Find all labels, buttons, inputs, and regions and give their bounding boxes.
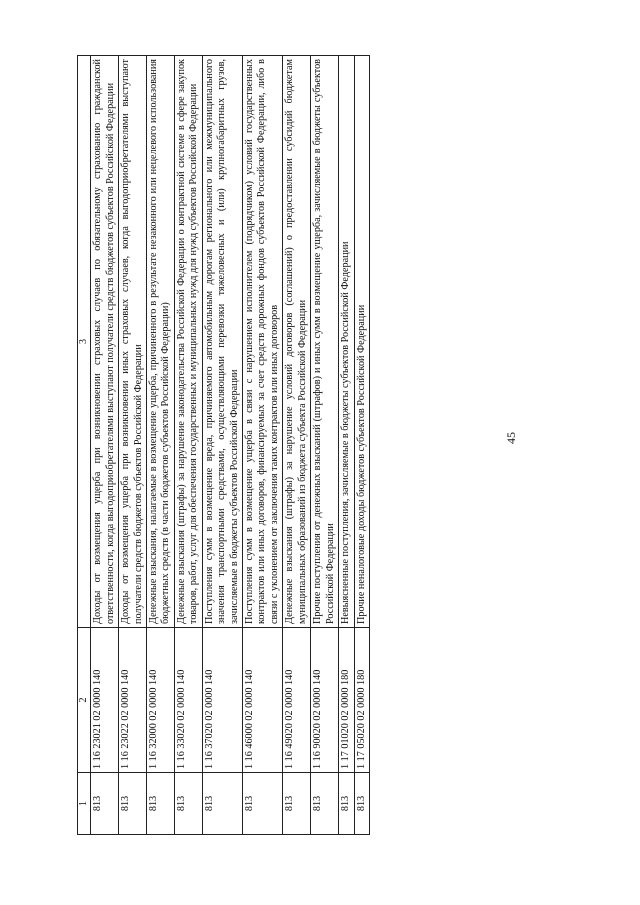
revenue-code-cell: 1 16 49020 02 0000 140 xyxy=(283,628,311,773)
revenue-code-cell: 1 17 05020 02 0000 180 xyxy=(354,628,369,773)
table-row xyxy=(91,56,119,835)
description-cell: Поступления сумм в возмещение вреда, причиняемого автомобильным дорогам регионального или межмуниципального значения транспортными средствами, осуществляющими перевозки тяжеловесных и (или) крупногабаритных грузов, зачисляемые в бюджеты субъектов Российской Федерации xyxy=(202,56,242,628)
revenue-code-cell: 1 16 23022 02 0000 140 xyxy=(119,628,147,773)
table-row xyxy=(339,56,354,835)
description-cell: Денежные взыскания (штрафы) за нарушение условий договоров (соглашений) о предоставлении субсидий бюджетам муниципальных образований из бюджета субъекта Российской Федерации xyxy=(283,56,311,628)
table-row xyxy=(311,56,339,835)
header-col-1: 1 xyxy=(78,773,91,835)
table-row xyxy=(283,56,311,835)
revenue-codes-table xyxy=(77,55,370,835)
table-row xyxy=(243,56,283,835)
admin-code-cell: 813 xyxy=(243,773,283,835)
description-cell: Прочие поступления от денежных взысканий (штрафов) и иных сумм в возмещение ущерба, зачисляемые в бюджеты субъектов Российской Федерации xyxy=(311,56,339,628)
description-cell: Денежные взыскания, налагаемые в возмещение ущерба, причиненного в результате незаконного или нецелевого использования бюджетных средств (в части бюджетов субъектов Российской Федерации) xyxy=(146,56,174,628)
admin-code-cell: 813 xyxy=(354,773,369,835)
table-header-row xyxy=(78,56,91,835)
admin-code-cell: 813 xyxy=(119,773,147,835)
description-cell: Денежные взыскания (штрафы) за нарушение законодательства Российской Федерации о контрактной системе в сфере закупок товаров, работ, услуг для обеспечения государственных и муниципальных нужд для нужд субъектов Российской Федерации xyxy=(174,56,202,628)
revenue-code-cell: 1 16 46000 02 0000 140 xyxy=(243,628,283,773)
description-cell: Поступления сумм в возмещение ущерба в связи с нарушением исполнителем (подрядчиком) условий государственных контрактов или иных договоров, финансируемых за счет средств дорожных фондов субъектов Российской Федерации, либо в связи с уклонением от заключения таких контрактов или иных договоров xyxy=(243,56,283,628)
admin-code-cell: 813 xyxy=(91,773,119,835)
rotated-page-content xyxy=(77,55,500,835)
description-cell: Доходы от возмещения ущерба при возникновении страховых случаев по обязательному страхованию гражданской ответственности, когда выгодоприобретателями выступают получатели средств бюджетов субъектов Российской Федерации xyxy=(91,56,119,628)
revenue-code-cell: 1 16 90020 02 0000 140 xyxy=(311,628,339,773)
table-row xyxy=(119,56,147,835)
admin-code-cell: 813 xyxy=(283,773,311,835)
description-cell: Прочие неналоговые доходы бюджетов субъектов Российской Федерации xyxy=(354,56,369,628)
header-col-2: 2 xyxy=(78,628,91,773)
table-row xyxy=(202,56,242,835)
admin-code-cell: 813 xyxy=(339,773,354,835)
admin-code-cell: 813 xyxy=(202,773,242,835)
table-row xyxy=(146,56,174,835)
revenue-code-cell: 1 16 37020 02 0000 140 xyxy=(202,628,242,773)
admin-code-cell: 813 xyxy=(311,773,339,835)
revenue-code-cell: 1 16 32000 02 0000 140 xyxy=(146,628,174,773)
description-cell: Невыясненные поступления, зачисляемые в бюджеты субъектов Российской Федерации xyxy=(339,56,354,628)
table-row xyxy=(354,56,369,835)
page-number: 45 xyxy=(504,432,518,444)
admin-code-cell: 813 xyxy=(146,773,174,835)
table-row xyxy=(174,56,202,835)
revenue-code-cell: 1 16 23021 02 0000 140 xyxy=(91,628,119,773)
revenue-code-cell: 1 16 33020 02 0000 140 xyxy=(174,628,202,773)
header-col-3: 3 xyxy=(78,56,91,628)
description-cell: Доходы от возмещения ущерба при возникновении иных страховых случаев, когда выгодоприобретателями выступают получатели средств бюджетов субъектов Российской Федерации xyxy=(119,56,147,628)
admin-code-cell: 813 xyxy=(174,773,202,835)
revenue-code-cell: 1 17 01020 02 0000 180 xyxy=(339,628,354,773)
